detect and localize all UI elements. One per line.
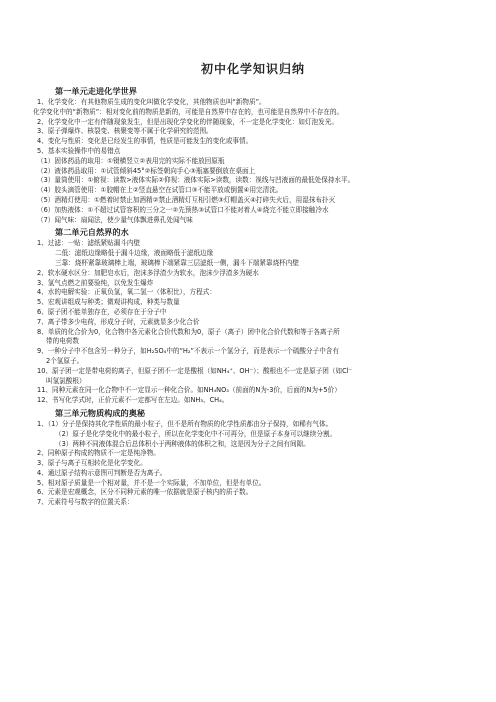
text-line: 4、水的电解实验：正氧负氢，氧二氢一（体积比），方程式： [37,288,216,297]
text-line: （3）两种不同液体混合后总体积小于两种液体的体积之和，这是因为分子之间有间隙。 [55,439,310,448]
text-line: 化学变化中的“新物质”：相对变化前的物质是新的，可能是自然界中存在的，也可能是自然界中不存在的。 [33,107,344,116]
text-line: 4、变化与性质：变化是已经发生的事情，性质是可能发生的变化或事情。 [37,137,253,146]
text-line: 12、书写化学式时，正价元素不一定都写在左边。如NH₃、CH₄。 [37,396,229,405]
text-line: （2）液体药品取用：①试管倾斜45°②标签朝向手心③瓶塞要倒放在桌面上 [37,166,256,175]
text-line: （5）酒精灯使用：①燃着时禁止加酒精②禁止酒精灯互相引燃③灯帽盖灭④打碎失火后，用湿抹布扑灭 [37,195,336,204]
text-line: 7、离子带多少电荷，形成分子时，元素就显多少化合价 [37,317,200,326]
text-line: 6、原子团不能单独存在，必须存在于分子中 [37,307,167,316]
text-line: 叫氢氯酸根） [46,376,86,385]
text-line: 3、氢气点燃之前要验纯，以免发生爆炸 [37,278,154,287]
text-line: 4、通过原子结构示意图可判断是否为离子。 [37,468,167,477]
text-line: （3）量筒使用：①俯视：读数>液体实际②仰视：液体实际>读数，读数：视线与凹液面的最低处保持水平。 [37,176,355,185]
text-line: 8、单质的化合价为0，化合物中各元素化合价代数和为0，原子（离子）团中化合价代数和等于各离子所 [37,327,340,336]
text-line: 5、相对原子质量是一个相对量，并不是一个实际量，不加单位，但是有单位。 [37,478,266,487]
document-body [33,86,473,508]
text-line: （4）胶头滴管使用：①胶帽在上②竖直悬空在试管口③不能平放或倒置④用完清洗。 [37,186,283,195]
text-line: 6、元素是宏观概念，区分不同种元素的唯一依据就是原子核内的质子数。 [37,488,253,497]
section-heading: 第一单元走进化学世界 [55,86,137,96]
text-line: 1、化学变化：有其他物质生成的变化叫做化学变化，其他物质也叫“新物质”。 [37,98,266,106]
text-line: 11、同种元素在同一化合物中不一定显示一种化合价。如NH₄NO₃（前面的N为-3价，后面的N为+5价） [37,386,341,395]
document-title: 初中化学知识归纳 [200,62,305,76]
text-line: 1、过滤：一贴：滤纸紧贴漏斗内壁 [37,239,141,248]
document-page [33,62,473,508]
text-line: （2）原子是化学变化中的最小粒子，所以在化学变化中不可再分，但是原子本身可以继续分割。 [55,429,337,438]
text-line: （6）加热液体：①不超过试管容积的三分之一②先预热③试管口不能对着人④烧完不能立即接触冷水 [37,205,329,214]
section-heading: 第二单元自然界的水 [55,227,129,238]
text-line: 2、化学变化中一定有伴随现象发生，但是出现化学变化的伴随现象，不一定是化学变化：如灯泡发光。 [37,117,338,126]
text-line: 三靠：烧杯紧靠玻璃棒上端，玻璃棒下端紧靠三层滤纸一侧，漏斗下端紧靠烧杯内壁 [55,258,299,267]
text-line: 3、原子弹爆炸、核裂变、核聚变等不属于化学研究的范围。 [37,127,213,136]
text-line: 2、同种原子构成的物质不一定是纯净物。 [37,449,160,458]
text-line: （1）固体药品的取用：①镊横竖立②表用完的实际不能放回原瓶 [37,156,225,165]
text-line: 二低：滤纸边缘略低于漏斗边缘，液面略低于滤纸边缘 [55,249,214,258]
text-line: 2个氢原子。 [46,356,84,365]
text-line: 5、基本实验操作中的易错点 [37,146,121,155]
text-line: 1、（1）分子是保持其化学性质的最小粒子，但不是所有物质的化学性质都由分子保持，如稀有气体。 [37,419,333,428]
text-line: 3、原子与离子互相转化是化学变化。 [37,459,147,468]
text-line: 5、宏观讲组成与种类；微观讲构成、种类与数量 [37,298,180,307]
section-heading: 第三单元物质构成的奥秘 [55,407,146,418]
text-line: 7、元素符号与数字的位置关系： [37,498,134,507]
text-line: 2、软水硬水区分：加肥皂水后，泡沫多浮渣少为软水，泡沫少浮渣多为硬水 [37,268,259,277]
text-line: 带的电荷数 [46,337,79,346]
text-line: 10、原子团一定是带电荷的离子，但原子团不一定是酸根（如NH₄⁺、OH⁻）；酸根也不一定是原子团（如Cl⁻ [37,366,352,375]
text-line: （7）闻气味：扇闻法，使少量气体飘进鼻孔处闻气味 [37,215,193,224]
text-line: 9、一种分子中不包含另一种分子，如H₂SO₄中的“H₂”不表示一个氢分子，而是表示一个硫酸分子中含有 [37,347,339,356]
